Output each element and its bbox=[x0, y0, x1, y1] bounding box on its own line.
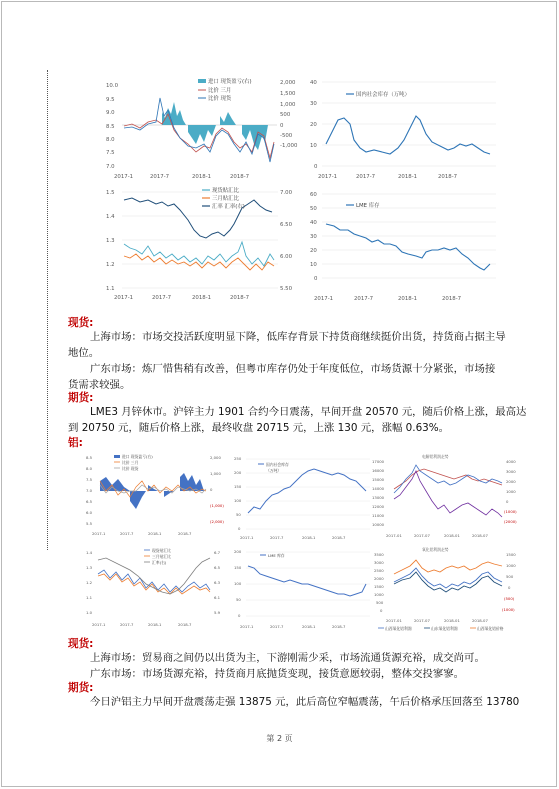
al-chart-discount-ratio bbox=[84, 544, 230, 630]
series-spot-discount bbox=[98, 570, 210, 592]
zinc-futures-para-cont: 到 20750 元，随后价格上涨，最终收盘 20715 元，上涨 130 元，涨幅 0.63%。 bbox=[68, 422, 450, 434]
svg-text:2017-7: 2017-7 bbox=[120, 622, 134, 627]
ytick: 250 bbox=[234, 456, 242, 461]
svg-text:2017-7: 2017-7 bbox=[270, 535, 284, 540]
xtick: 2018-1 bbox=[192, 295, 212, 301]
zinc-chart-ratio-profit bbox=[102, 72, 302, 182]
series-shanxi-price bbox=[394, 560, 502, 574]
svg-text:2500: 2500 bbox=[374, 568, 384, 573]
svg-text:2018-07: 2018-07 bbox=[472, 618, 488, 623]
ytick: 5.5 bbox=[86, 521, 93, 526]
svg-text:山西氧化铝价格: 山西氧化铝价格 bbox=[477, 626, 504, 631]
series-spot-discount bbox=[124, 242, 274, 266]
svg-text:2018-7: 2018-7 bbox=[332, 535, 346, 540]
svg-text:6.1: 6.1 bbox=[214, 595, 221, 600]
ytick: 8.0 bbox=[106, 137, 115, 143]
svg-text:150: 150 bbox=[234, 565, 242, 570]
svg-text:山西氧化铝利润: 山西氧化铝利润 bbox=[385, 626, 412, 631]
ytick: 7.5 bbox=[106, 150, 115, 156]
zinc-chart-lme-inventory bbox=[306, 184, 502, 304]
ytick: 60 bbox=[310, 192, 317, 198]
legend-label: 比价 三月 bbox=[208, 88, 232, 94]
svg-text:11000: 11000 bbox=[372, 513, 385, 518]
svg-text:1000: 1000 bbox=[506, 489, 516, 494]
margin-rule bbox=[47, 70, 48, 550]
legend-label: 进口 现货盈亏(右) bbox=[208, 79, 252, 85]
ytick: 100 bbox=[234, 498, 242, 503]
ytick: 10.0 bbox=[106, 83, 119, 89]
series-inventory bbox=[326, 116, 490, 154]
ytick: 7.5 bbox=[86, 477, 93, 482]
ytick: 50 bbox=[310, 206, 317, 212]
svg-text:三月贴汇比: 三月贴汇比 bbox=[152, 554, 171, 559]
svg-text:2018-01: 2018-01 bbox=[444, 533, 460, 538]
svg-text:2018-7: 2018-7 bbox=[178, 622, 192, 627]
ytick: 40 bbox=[310, 220, 317, 226]
svg-text:4000: 4000 bbox=[506, 459, 516, 464]
svg-text:1.1: 1.1 bbox=[86, 595, 93, 600]
svg-text:1500: 1500 bbox=[506, 552, 516, 557]
svg-text:2018-1: 2018-1 bbox=[148, 531, 162, 536]
ytick-right: (1,000) bbox=[210, 503, 224, 508]
legend-label: （万吨） bbox=[266, 468, 282, 473]
svg-text:比价 现货: 比价 现货 bbox=[122, 466, 139, 471]
svg-text:现货贴汇比: 现货贴汇比 bbox=[152, 548, 171, 553]
svg-text:16000: 16000 bbox=[372, 468, 385, 473]
svg-text:3000: 3000 bbox=[374, 560, 384, 565]
ytick: 10 bbox=[310, 262, 317, 268]
svg-text:山东氧化铝利润: 山东氧化铝利润 bbox=[431, 626, 458, 631]
ytick: 1.5 bbox=[106, 190, 115, 196]
legend-label: 国内社会库存（万吨） bbox=[356, 92, 410, 98]
xtick: 2018-1 bbox=[398, 296, 418, 302]
svg-text:(1000): (1000) bbox=[502, 607, 515, 612]
zinc-spot-heading: 现货: bbox=[68, 317, 94, 329]
xtick: 2017-1 bbox=[314, 296, 334, 302]
legend-label: LME 库存 bbox=[268, 553, 285, 558]
ytick-right: 6.00 bbox=[280, 254, 293, 260]
svg-text:6.5: 6.5 bbox=[214, 565, 221, 570]
series-lme bbox=[248, 566, 366, 596]
ytick-right: 500 bbox=[280, 112, 291, 118]
legend-label: 汇率 汇率(右) bbox=[212, 204, 245, 210]
legend bbox=[202, 186, 245, 210]
svg-text:100: 100 bbox=[234, 581, 242, 586]
series-fx-rate bbox=[124, 198, 272, 238]
ytick-right: -1,000 bbox=[280, 143, 298, 149]
ytick: 0 bbox=[238, 526, 241, 531]
svg-text:2017-01: 2017-01 bbox=[386, 618, 402, 623]
svg-text:1500: 1500 bbox=[374, 584, 384, 589]
ytick-right: 5.50 bbox=[280, 286, 293, 292]
y-axis-left bbox=[106, 83, 119, 170]
svg-text:2018-7: 2018-7 bbox=[332, 624, 346, 629]
ytick: 0 bbox=[314, 164, 318, 170]
svg-text:2018-7: 2018-7 bbox=[178, 531, 192, 536]
ytick: 200 bbox=[234, 470, 242, 475]
xtick: 2018-1 bbox=[192, 174, 212, 180]
al-spot-heading: 现货: bbox=[68, 638, 94, 650]
svg-text:1000: 1000 bbox=[506, 563, 516, 568]
legend-label: LME 库存 bbox=[356, 203, 380, 209]
svg-text:12000: 12000 bbox=[372, 504, 385, 509]
svg-text:0: 0 bbox=[508, 585, 511, 590]
ytick: 7.0 bbox=[86, 488, 93, 493]
ytick-right: -500 bbox=[280, 133, 293, 139]
zinc-shanghai-market-cont: 地位。 bbox=[68, 347, 100, 359]
svg-text:2000: 2000 bbox=[374, 576, 384, 581]
ytick: 9.0 bbox=[106, 110, 115, 116]
legend-label: 国内社会库存 bbox=[266, 462, 289, 467]
al-chart-smelter-profit bbox=[372, 451, 522, 539]
ytick-right: 6.50 bbox=[280, 222, 293, 228]
ytick-right: 0 bbox=[280, 123, 284, 129]
legend bbox=[378, 626, 504, 631]
xtick: 2018-7 bbox=[230, 295, 250, 301]
svg-text:2017-7: 2017-7 bbox=[120, 531, 134, 536]
zinc-chart-discount-ratio bbox=[102, 184, 302, 302]
ytick: 10 bbox=[310, 143, 317, 149]
zinc-shanghai-market: 上海市场：市场交投活跃度明显下降，低库存背景下持货商继续挺价出货，持货商占据主导 bbox=[90, 331, 506, 343]
al-chart-ratio-profit bbox=[84, 451, 230, 539]
svg-text:0: 0 bbox=[506, 499, 509, 504]
svg-text:13000: 13000 bbox=[372, 495, 385, 500]
svg-text:0: 0 bbox=[380, 608, 383, 613]
svg-text:50: 50 bbox=[236, 597, 241, 602]
svg-text:2017-7: 2017-7 bbox=[270, 624, 284, 629]
svg-text:2018-07: 2018-07 bbox=[472, 533, 488, 538]
ytick-right: 0 bbox=[210, 487, 213, 492]
xtick: 2017-1 bbox=[318, 174, 338, 180]
xtick: 2018-7 bbox=[230, 174, 250, 180]
al-futures-heading: 期货: bbox=[68, 682, 94, 694]
svg-text:3500: 3500 bbox=[374, 552, 384, 557]
svg-text:比价 三月: 比价 三月 bbox=[122, 460, 139, 465]
zinc-guangdong-market-cont: 货需求较强。 bbox=[68, 379, 131, 391]
svg-text:6.7: 6.7 bbox=[214, 550, 221, 555]
series-3m-discount bbox=[124, 254, 274, 270]
al-chart-alumina-profit bbox=[372, 544, 522, 632]
ytick: 1.2 bbox=[106, 262, 115, 268]
svg-text:2017-07: 2017-07 bbox=[414, 533, 430, 538]
series-full-cost bbox=[394, 469, 502, 489]
zinc-guangdong-market: 广东市场：炼厂惜售稍有改善，但粤市库存仍处于年度低位，市场货源十分紧张，市场接 bbox=[90, 363, 496, 375]
xtick: 2018-1 bbox=[398, 174, 418, 180]
svg-text:汇率(右): 汇率(右) bbox=[152, 560, 167, 565]
chart-title: 氧化铝利润走势 bbox=[422, 547, 449, 552]
ytick: 9.5 bbox=[106, 97, 115, 103]
svg-text:500: 500 bbox=[376, 600, 384, 605]
ytick: 8.5 bbox=[106, 124, 115, 130]
ytick-right: 7.00 bbox=[280, 190, 293, 196]
svg-text:2000: 2000 bbox=[506, 479, 516, 484]
svg-text:2018-1: 2018-1 bbox=[302, 624, 316, 629]
ytick: 40 bbox=[310, 80, 317, 86]
ytick-right: 2,000 bbox=[210, 455, 221, 460]
ytick: 1.4 bbox=[106, 214, 115, 220]
ytick: 6.0 bbox=[86, 510, 93, 515]
svg-text:2017-1: 2017-1 bbox=[92, 622, 106, 627]
zinc-futures-heading: 期货: bbox=[68, 392, 94, 404]
al-shanghai-market: 上海市场：贸易商之间仍以出货为主，下游刚需少采，市场流通货源充裕，成交尚可。 bbox=[90, 652, 485, 664]
profit-bars bbox=[162, 102, 268, 150]
al-guangdong-market: 广东市场：市场货源充裕，持货商月底抛货变现，接货意愿较弱，整体交投寥寥。 bbox=[90, 668, 465, 680]
xtick: 2018-7 bbox=[442, 296, 462, 302]
xtick: 2017-7 bbox=[356, 174, 376, 180]
ytick: 7.0 bbox=[106, 164, 115, 170]
legend bbox=[114, 454, 153, 471]
series-profit bbox=[394, 471, 502, 517]
ytick: 8.5 bbox=[86, 455, 93, 460]
y-axis-right bbox=[280, 80, 298, 149]
zinc-futures-para: LME3 月锌休市。沪锌主力 1901 合约今日震荡，早间开盘 20570 元，随后价格上涨，最高达 bbox=[90, 406, 527, 418]
ytick: 30 bbox=[310, 234, 317, 240]
ytick: 50 bbox=[236, 512, 241, 517]
svg-text:2018-1: 2018-1 bbox=[148, 622, 162, 627]
svg-text:5.9: 5.9 bbox=[214, 610, 221, 615]
ytick-right: 1,000 bbox=[280, 102, 296, 108]
svg-text:1.2: 1.2 bbox=[86, 580, 93, 585]
xtick: 2017-7 bbox=[354, 296, 374, 302]
xtick: 2017-1 bbox=[114, 295, 134, 301]
svg-text:17000: 17000 bbox=[372, 459, 385, 464]
series-inventory bbox=[248, 469, 366, 513]
svg-text:1.3: 1.3 bbox=[86, 565, 93, 570]
ytick: 20 bbox=[310, 248, 317, 254]
x-axis bbox=[114, 174, 249, 180]
ytick: 8.0 bbox=[86, 466, 93, 471]
ytick: 20 bbox=[310, 122, 317, 128]
legend-label: 三月贴汇比 bbox=[212, 196, 239, 202]
svg-text:(2000): (2000) bbox=[504, 519, 517, 524]
ytick-right: (2,000) bbox=[210, 519, 224, 524]
svg-text:1.0: 1.0 bbox=[86, 610, 93, 615]
svg-text:200: 200 bbox=[234, 549, 242, 554]
al-chart-lme-inventory bbox=[232, 544, 374, 632]
legend bbox=[198, 77, 252, 102]
svg-text:2018-1: 2018-1 bbox=[302, 535, 316, 540]
ytick: 6.5 bbox=[86, 499, 93, 504]
legend bbox=[144, 548, 171, 565]
svg-text:10000: 10000 bbox=[372, 522, 385, 527]
xtick: 2018-7 bbox=[438, 174, 458, 180]
svg-text:(1000): (1000) bbox=[504, 509, 517, 514]
legend-label: 现货贴汇比 bbox=[212, 188, 239, 194]
ytick-right: 2,000 bbox=[280, 80, 296, 86]
svg-text:1000: 1000 bbox=[374, 592, 384, 597]
page-number: 第 2 页 bbox=[266, 734, 293, 743]
xtick: 2017-1 bbox=[114, 174, 134, 180]
aluminium-heading: 铝: bbox=[68, 437, 83, 449]
svg-text:进口 现货盈亏(右): 进口 现货盈亏(右) bbox=[122, 454, 153, 459]
svg-text:2017-01: 2017-01 bbox=[386, 533, 402, 538]
svg-text:1.4: 1.4 bbox=[86, 550, 93, 555]
svg-text:14000: 14000 bbox=[372, 486, 385, 491]
svg-text:2018-01: 2018-01 bbox=[444, 618, 460, 623]
zinc-chart-domestic-inventory bbox=[306, 72, 502, 182]
series-lme bbox=[326, 224, 490, 270]
xtick: 2017-7 bbox=[152, 295, 172, 301]
series-shandong-profit bbox=[394, 572, 502, 592]
ytick-right: 1,500 bbox=[280, 91, 296, 97]
svg-text:2017-07: 2017-07 bbox=[414, 618, 430, 623]
svg-text:0: 0 bbox=[238, 613, 241, 618]
legend-label: 比价 现货 bbox=[208, 96, 232, 102]
svg-text:6.3: 6.3 bbox=[214, 580, 221, 585]
ytick: 1.3 bbox=[106, 238, 115, 244]
series-3m-discount bbox=[98, 574, 210, 594]
al-chart-domestic-inventory bbox=[232, 451, 374, 541]
svg-text:(500): (500) bbox=[504, 596, 515, 601]
ytick: 0 bbox=[314, 276, 318, 282]
chart-title: 电解铝利润走势 bbox=[422, 454, 449, 459]
series-cn-price bbox=[394, 465, 502, 493]
ytick: 1.1 bbox=[106, 286, 115, 292]
ytick: 30 bbox=[310, 101, 317, 107]
ytick: 150 bbox=[234, 484, 242, 489]
svg-text:2017-1: 2017-1 bbox=[240, 535, 254, 540]
svg-text:2017-1: 2017-1 bbox=[240, 624, 254, 629]
ytick-right: 1,000 bbox=[210, 471, 221, 476]
xtick: 2017-7 bbox=[150, 174, 170, 180]
svg-text:15000: 15000 bbox=[372, 477, 385, 482]
al-futures-para: 今日沪铝主力早间开盘震荡走强 13875 元，此后高位窄幅震荡，午后价格承压回落至 13780 bbox=[90, 696, 520, 708]
svg-text:2017-1: 2017-1 bbox=[92, 531, 106, 536]
svg-text:500: 500 bbox=[506, 574, 514, 579]
svg-text:3000: 3000 bbox=[506, 469, 516, 474]
